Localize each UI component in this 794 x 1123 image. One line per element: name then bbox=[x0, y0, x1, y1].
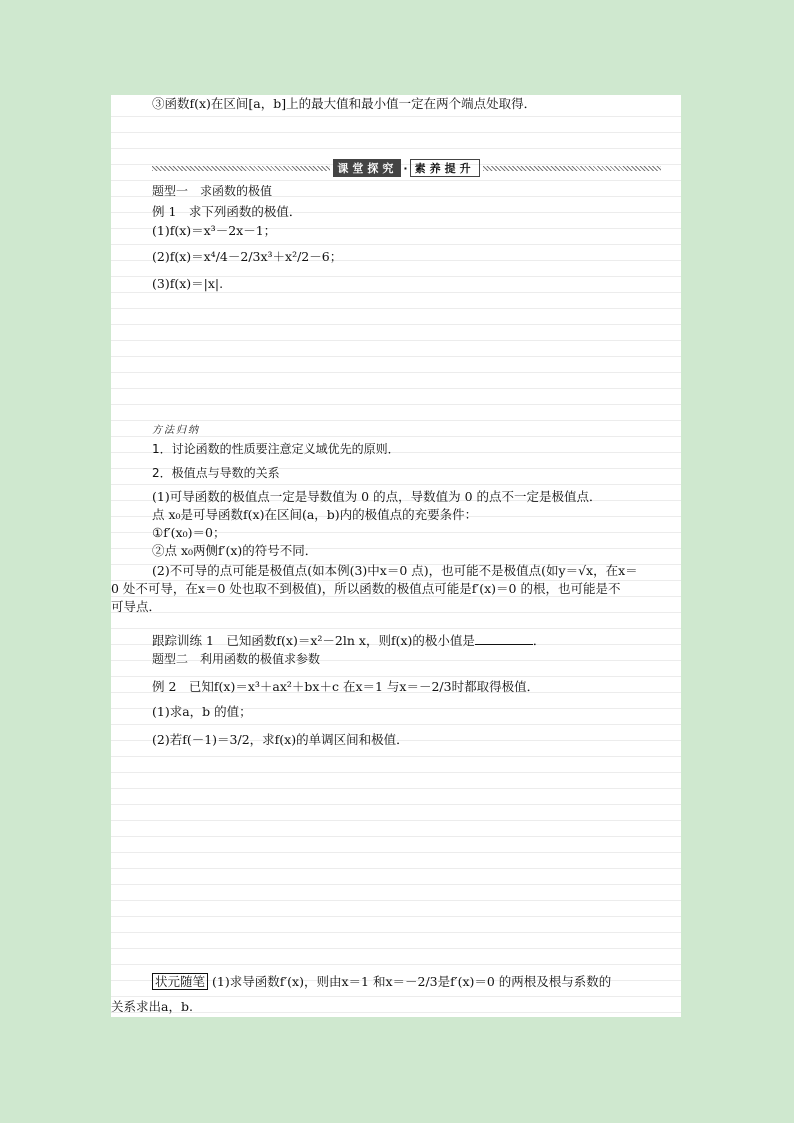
hint-text-a: (1)求导函数f′(x)，则由x＝1 和x＝－2/3是f′(x)＝0 的两根及根与系数的 bbox=[212, 974, 612, 989]
method-point-2-3: ①f′(x₀)＝0； bbox=[152, 525, 226, 540]
banner-hatch-left bbox=[152, 166, 330, 171]
example2-q2: (2)若f(－1)＝3/2，求f(x)的单调区间和极值． bbox=[152, 732, 409, 747]
example2-title: 例 2 已知f(x)＝x³＋ax²＋bx＋c 在x＝1 与x＝－2/3时都取得极值． bbox=[152, 679, 540, 694]
method-point-2-4: ②点 x₀两侧f′(x)的符号不同． bbox=[152, 543, 318, 558]
method-summary-label: 方法归纳 bbox=[152, 425, 200, 436]
hint-line-2: 关系求出a，b. bbox=[111, 999, 193, 1014]
answer-blank bbox=[475, 633, 533, 645]
method-point-2-5b: 0 处不可导，在x＝0 处也取不到极值)，所以函数的极值点可能是f′(x)＝0 的根，也可能是不 bbox=[111, 581, 621, 596]
method-point-2-2: 点 x₀是可导函数f(x)在区间(a，b)内的极值点的充要条件： bbox=[152, 507, 478, 522]
banner-hatch-right bbox=[483, 166, 661, 171]
method-point-2-1: (1)可导函数的极值点一定是导数值为 0 的点，导数值为 0 的点不一定是极值点． bbox=[152, 489, 602, 504]
banner-title-right: 素养提升 bbox=[410, 159, 480, 177]
hint-line-1 bbox=[152, 973, 677, 990]
banner-title-left: 课堂探究 bbox=[333, 159, 401, 177]
track-exercise-1 bbox=[152, 632, 677, 649]
example1-q3: (3)f(x)＝|x|. bbox=[152, 276, 224, 291]
method-point-2-5c: 可导点． bbox=[111, 599, 162, 614]
type1-heading: 题型一 求函数的极值 bbox=[152, 184, 273, 198]
example1-q2: (2)f(x)＝x⁴/4－2/3x³＋x²/2－6； bbox=[152, 249, 343, 264]
example1-title: 例 1 求下列函数的极值． bbox=[152, 204, 302, 219]
track-exercise-1-end: ． bbox=[532, 633, 546, 648]
method-point-2-5a: (2)不可导的点可能是极值点(如本例(3)中x＝0 点)，也可能不是极值点(如y＝√x，在x＝ bbox=[152, 563, 638, 578]
banner-dot: · bbox=[403, 161, 408, 175]
section-banner bbox=[152, 159, 661, 177]
document-page bbox=[111, 95, 681, 1017]
property-3-text: ③函数f(x)在区间[a，b]上的最大值和最小值一定在两个端点处取得． bbox=[152, 96, 537, 111]
banner-title bbox=[333, 159, 479, 177]
method-point-2: 2．极值点与导数的关系 bbox=[152, 466, 280, 480]
hint-label: 状元随笔 bbox=[152, 973, 208, 990]
example2-q1: (1)求a，b 的值； bbox=[152, 704, 252, 719]
track-exercise-1-text: 跟踪训练 1 已知函数f(x)＝x²－2ln x，则f(x)的极小值是 bbox=[152, 633, 475, 648]
example1-q1: (1)f(x)＝x³－2x－1； bbox=[152, 223, 277, 238]
type2-heading: 题型二 利用函数的极值求参数 bbox=[152, 652, 321, 666]
method-point-1: 1．讨论函数的性质要注意定义域优先的原则． bbox=[152, 442, 400, 456]
